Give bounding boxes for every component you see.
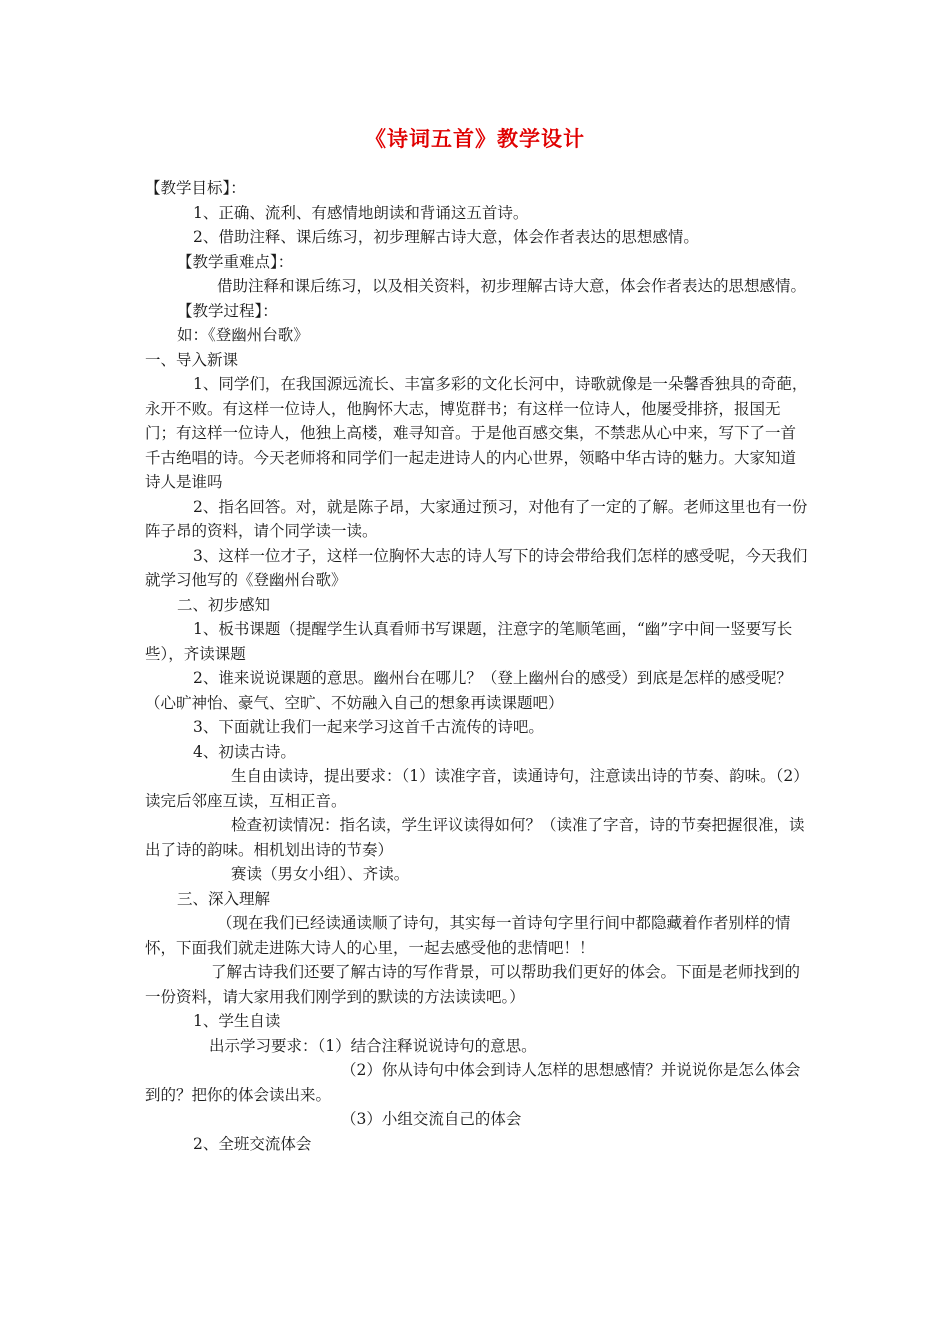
step-self-reading: 1、学生自读 <box>193 1012 281 1030</box>
objective-item-2: 2、借助注释、课后练习，初步理解古诗大意，体会作者表达的思想感情。 <box>193 228 699 246</box>
section-heading-objectives: 【教学目标】： <box>145 179 246 197</box>
paragraph-intro-3: 3、这样一位才子，这样一位胸怀大志的诗人写下的诗会带给我们怎样的感受呢，今天我们就学习他写的《登幽州台歌》 <box>145 546 808 589</box>
paragraph-deep-1: （现在我们已经读通读顺了诗句，其实每一首诗句字里行间中都隐藏着作者别样的情怀，下面我们就走进陈大诗人的心里，一起去感受他的悲情吧！！ <box>145 914 791 957</box>
paragraph-intro-2: 2、指名回答。对，就是陈子昂，大家通过预习，对他有了一定的了解。老师这里也有一份阵子昂的资料，请个同学读一读。 <box>145 497 808 540</box>
paragraph-deep-2: 了解古诗我们还要了解古诗的写作背景，可以帮助我们更好的体会。下面是老师找到的一份资料，请大家用我们刚学到的默读的方法读读吧。） <box>145 963 801 1006</box>
objective-item-1: 1、正确、流利、有感情地朗读和背诵这五首诗。 <box>193 203 529 222</box>
study-requirement-1: 出示学习要求：（1）结合注释说说诗句的意思。 <box>209 1036 537 1055</box>
step-class-exchange: 2、全班交流体会 <box>193 1134 312 1153</box>
key-points-text: 借助注释和课后练习，以及相关资料，初步理解古诗大意，体会作者表达的思想感情。 <box>217 277 807 295</box>
paragraph-intro-1: 1、同学们，在我国源远流长、丰富多彩的文化长河中，诗歌就像是一朵馨香独具的奇葩，永开不败。有这样一位诗人，他胸怀大志，博览群书；有这样一位诗人，他屡受排挤，报国无门；有这样一位诗人，他独上高楼，难寻知音。于是他百感交集，不禁悲从心中来，写下了一首千古绝唱的诗。今天老师将和同学们一起走进诗人的内心世界，领略中华古诗的魅力。大家知道诗人是谁吗 <box>145 375 808 491</box>
section-heading-key-points: 【教学重难点】： <box>177 252 294 271</box>
part-heading-2: 二、初步感知 <box>177 595 271 614</box>
paragraph-perceive-2: 2、谁来说说课题的意思。幽州台在哪儿？（登上幽州台的感受）到底是怎样的感受呢？（心旷神怡、豪气、空旷、不妨融入自己的想象再读课题吧） <box>145 669 792 712</box>
paragraph-perceive-1: 1、板书课题（提醒学生认真看师书写课题，注意字的笔顺笔画，“幽”字中间一竖要写长些），齐读课题 <box>145 620 793 663</box>
study-requirement-2: （2）你从诗句中体会到诗人怎样的思想感情？并说说你是怎么体会到的？把你的体会读出来。 <box>145 1061 801 1104</box>
paragraph-competition-reading: 赛读（男女小组）、齐读。 <box>231 865 410 883</box>
section-heading-process: 【教学过程】： <box>177 301 278 320</box>
document-title: 《诗词五首》教学设计 <box>365 127 585 151</box>
paragraph-perceive-4: 4、初读古诗。 <box>193 742 296 761</box>
part-heading-1: 一、导入新课 <box>145 350 239 369</box>
study-requirement-3: （3）小组交流自己的体会 <box>341 1110 522 1128</box>
paragraph-reading-check: 检查初读情况：指名读，学生评议读得如何？（读准了字音，诗的节奏把握很准，读出了诗的韵味。相机划出诗的节奏） <box>145 816 805 859</box>
example-poem-line: 如：《登幽州台歌》 <box>177 326 309 344</box>
part-heading-3: 三、深入理解 <box>177 889 271 908</box>
paragraph-perceive-3: 3、下面就让我们一起来学习这首千古流传的诗吧。 <box>193 718 544 736</box>
document-body <box>145 176 810 1156</box>
paragraph-reading-requirements: 生自由读诗，提出要求：（1）读准字音，读通诗句，注意读出诗的节奏、韵味。（2）读完后邻座互读，互相正音。 <box>145 767 809 810</box>
